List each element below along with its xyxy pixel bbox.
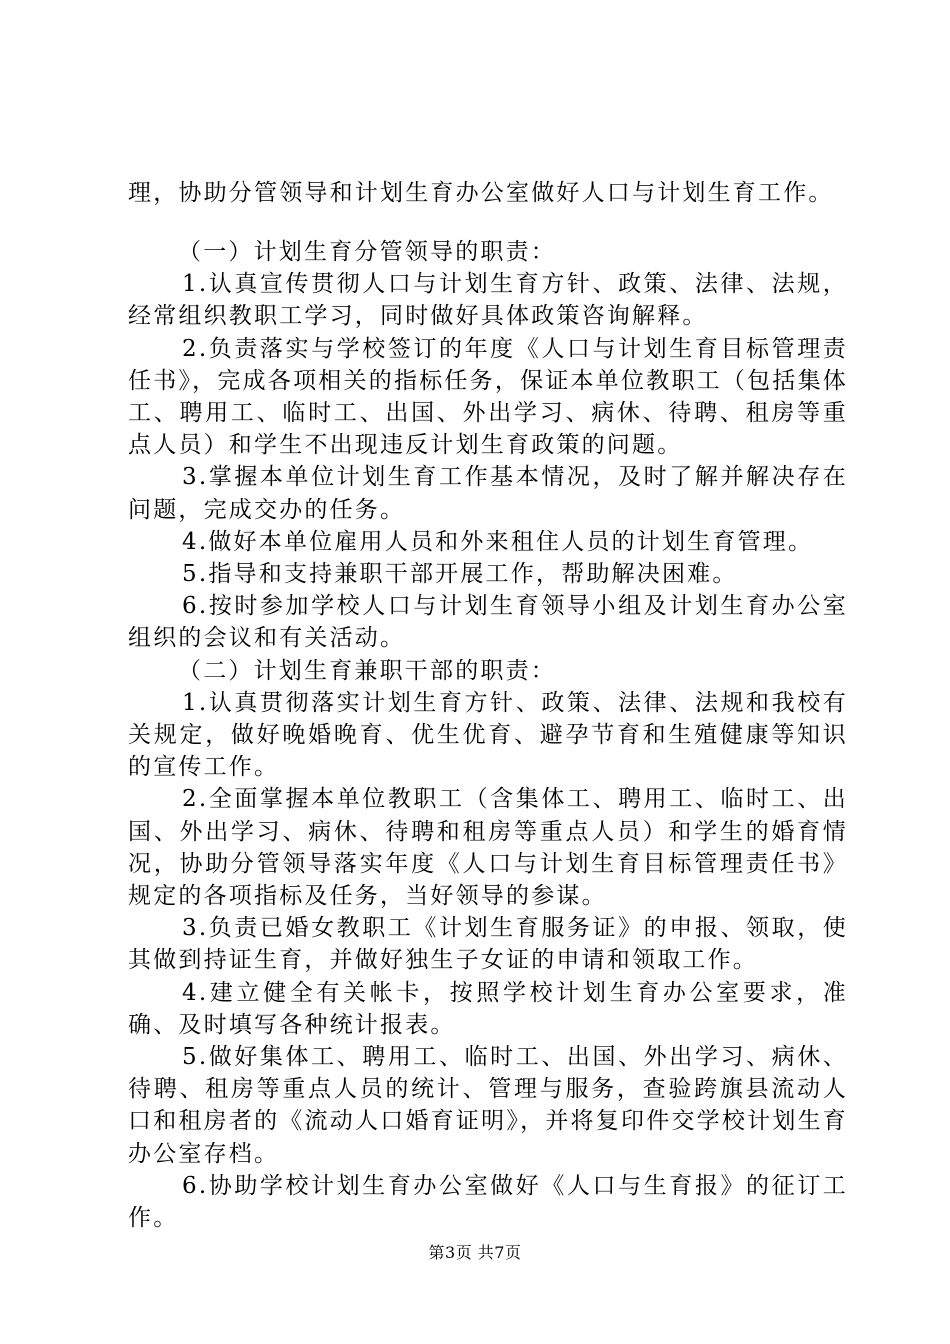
section-heading-leader-duties: （一）计划生育分管领导的职责： [178,239,556,265]
cadre-duty-5: 5.做好集体工、聘用工、临时工、出国、外出学习、病休、待聘、租房等重点人员的统计、管理与服务，查验跨旗县流动人口和租房者的《流动人口婚育证明》，并将复印件交学校计划生育办公室存档。 [128,1044,848,1167]
cadre-duty-1: 1.认真贯彻落实计划生育方针、政策、法律、法规和我校有关规定，做好晚婚晚育、优生优育、避孕节育和生殖健康等知识的宣传工作。 [128,689,848,781]
cadre-duty-4: 4.建立健全有关帐卡，按照学校计划生育办公室要求，准确、及时填写各种统计报表。 [128,979,848,1038]
cadre-duty-2: 2.全面掌握本单位教职工（含集体工、聘用工、临时工、出国、外出学习、病休、待聘和租房等重点人员）和学生的婚育情况，协助分管领导落实年度《人口与计划生育目标管理责任书》规定的各项指标及任务，当好领导的参谋。 [128,786,848,910]
leader-duty-1: 1.认真宣传贯彻人口与计划生育方针、政策、法律、法规，经常组织教职工学习，同时做好具体政策咨询解释。 [128,271,848,330]
section-heading-cadre-duties: （二）计划生育兼职干部的职责： [178,657,556,684]
leader-duty-4: 4.做好本单位雇用人员和外来租住人员的计划生育管理。 [182,528,814,555]
cadre-duty-6: 6.协助学校计划生育办公室做好《人口与生育报》的征订工作。 [128,1172,848,1232]
continuation-line: 理，协助分管领导和计划生育办公室做好人口与计划生育工作。 [128,180,834,206]
leader-duty-6: 6.按时参加学校人口与计划生育领导小组及计划生育办公室组织的会议和有关活动。 [128,593,848,652]
leader-duty-3: 3.掌握本单位计划生育工作基本情况，及时了解并解决存在问题，完成交办的任务。 [128,464,848,523]
document-body [128,176,848,1234]
page-number-footer: 第3页 共7页 [428,1243,522,1262]
leader-duty-2: 2.负责落实与学校签订的年度《人口与计划生育目标管理责任书》，完成各项相关的指标任务，保证本单位教职工（包括集体工、聘用工、临时工、出国、外出学习、病休、待聘、租房等重点人员）和学生不出现违反计划生育政策的问题。 [128,335,848,459]
cadre-duty-3: 3.负责已婚女教职工《计划生育服务证》的申报、领取，使其做到持证生育，并做好独生子女证的申请和领取工作。 [128,915,848,974]
leader-duty-5: 5.指导和支持兼职干部开展工作，帮助解决困难。 [182,561,738,588]
